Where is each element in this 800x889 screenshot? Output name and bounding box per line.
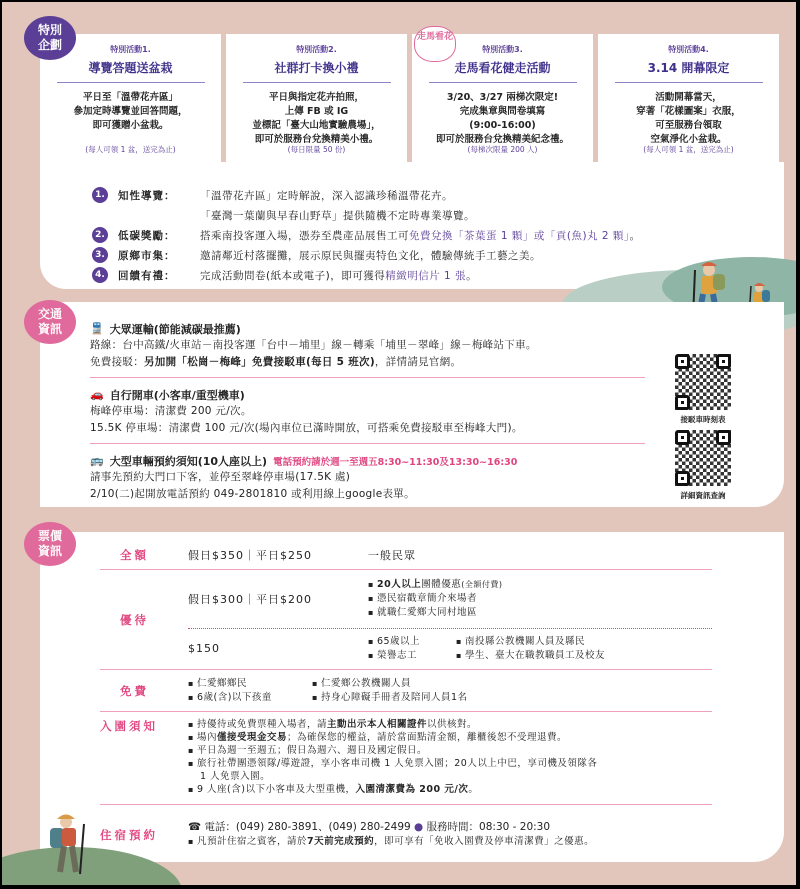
accommodation-info — [188, 820, 594, 849]
price-row-rules — [100, 712, 712, 805]
bold-text: 7天前完成預約 — [306, 836, 375, 847]
card-line: 並標記「臺大山地實驗農場」， — [252, 120, 381, 131]
card-line: 完成集章與問卷填寫 — [459, 106, 546, 117]
number-bullet-icon: 2. — [92, 227, 108, 243]
badge-line: 資訊 — [37, 322, 62, 336]
price-value: $150 — [188, 642, 220, 655]
vehicle-text: 請事先預約大門口下客，並停至翠峰停車場(17.5K 處) — [90, 471, 351, 483]
row-label: 入園須知 — [100, 719, 158, 733]
card-line: 3/20、3/27 兩梯次限定! — [446, 92, 559, 103]
qr-finder — [675, 471, 690, 486]
list-item — [92, 245, 641, 265]
number-bullet-icon: 3. — [92, 247, 108, 263]
list-item-continued — [92, 205, 641, 225]
qr-detail-info[interactable] — [668, 430, 738, 501]
list-item — [188, 835, 594, 849]
tier1-list — [368, 578, 502, 620]
price-row-full — [100, 540, 712, 570]
price-who: 一般民眾 — [368, 548, 416, 562]
qr-label: 詳細資訊查詢 — [680, 491, 726, 500]
price-value: 假日$300｜平日$200 — [188, 593, 312, 606]
card-body — [598, 91, 779, 147]
item-value — [200, 228, 641, 243]
contact-line — [188, 820, 594, 835]
heading-text: 自行開車(小客車/重型機車) — [109, 388, 245, 402]
flower-stamp-icon: 走馬看花 — [414, 26, 456, 62]
list-item — [92, 185, 641, 205]
text: 以供核對。 — [427, 719, 478, 730]
card-subtitle: 特別活動3. — [482, 45, 523, 54]
special-badge — [24, 16, 76, 60]
card-line: 即可於服務台兌換精美紀念禮。 — [435, 134, 569, 145]
list-item — [92, 225, 641, 245]
list-item — [92, 265, 641, 285]
accommodation-row — [100, 820, 594, 849]
rules-list — [188, 718, 597, 796]
card-line: 參加定時導覽並回答問題， — [73, 106, 188, 117]
item-value: 「溫帶花卉區」定時解說，深入認識珍稀溫帶花卉。 — [200, 189, 453, 202]
heading-text: 大型車輛預約須知(10人座以上) — [109, 454, 268, 468]
card-subtitle: 特別活動1. — [110, 45, 151, 54]
discount-tier-1 — [188, 570, 712, 628]
list-item: ▪ 就職仁愛鄉大同村地區 — [368, 606, 502, 620]
list-item — [368, 578, 502, 592]
card-line: 即可獲贈小盆栽。 — [92, 120, 169, 131]
card-note: (每人可領 1 盆，送完為止) — [643, 145, 734, 154]
badge-line: 特別 — [37, 23, 62, 37]
card-note: (每人可領 1 盆，送完為止) — [85, 145, 176, 154]
item-key: 低碳獎勵： — [118, 229, 176, 242]
list-item: ▪ 南投縣公教機關人員及縣民 — [456, 635, 605, 649]
card-line: 空氣淨化小盆栽。 — [650, 134, 727, 145]
parking-text: 15.5K 停車場：清潔費 100 元/次(場內車位已滿時開放，可搭乘免費接駁車至梅峰大門)。 — [90, 422, 523, 434]
parking-text: 梅峰停車場：清潔費 200 元/次。 — [90, 405, 252, 417]
poster — [2, 2, 796, 885]
event-card-2 — [226, 34, 407, 164]
list-item: ▪ 學生、臺大在職教職員工及校友 — [456, 649, 605, 663]
qr-finder — [675, 430, 690, 445]
price-row-free — [100, 670, 712, 712]
public-transport-heading — [90, 320, 645, 337]
divider — [90, 443, 645, 444]
badge-line: 交通 — [37, 307, 62, 321]
qr-code-icon[interactable] — [675, 430, 731, 486]
text: ；為確保您的權益，請於當面點清金額，離櫃後恕不受理退費。 — [287, 732, 568, 743]
card-note: (每梯次限量 200 人) — [467, 145, 538, 154]
bus-icon: 🚆 — [90, 322, 104, 335]
number-bullet-icon: 4. — [92, 267, 108, 283]
row-label: 全額 — [120, 547, 149, 562]
hours-text: 服務時間：08:30 - 20:30 — [426, 821, 551, 833]
price-value: 假日$350｜平日$250 — [188, 548, 312, 562]
price-table — [100, 540, 712, 805]
item-value: 邀請鄰近村落擺攤，展示原民與擺夷特色文化，體驗傳統手工藝之美。 — [200, 249, 541, 262]
special-item-list — [92, 185, 641, 285]
item-highlight: 免費兌換「茶葉蛋 1 顆」或「貢(魚)丸 2 顆」 — [409, 229, 630, 242]
card-body — [40, 91, 221, 133]
text: 場內 — [196, 732, 217, 743]
hiker-icon — [46, 814, 92, 876]
discount-tier-2 — [188, 628, 712, 668]
phone-note: 電話預約請於週一至週五8:30~11:30及13:30~16:30 — [273, 456, 518, 468]
item-key: 回饋有禮： — [118, 269, 176, 282]
tier2-col2 — [456, 635, 605, 663]
card-title: 3.14 開幕限定 — [615, 59, 763, 83]
text: ，即可享有「免收入園費及停車清潔費」之優惠。 — [374, 836, 595, 847]
badge-line: 企劃 — [37, 38, 62, 52]
qr-finder — [675, 395, 690, 410]
item-key: 知性導覽： — [118, 189, 176, 202]
list-item: ▪ 平日為週一至週五；假日為週六、週日及國定假日。 — [188, 744, 597, 757]
list-item: ▪ 榮譽志工 — [368, 649, 456, 663]
shuttle-label: 免費接駁： — [90, 356, 144, 368]
divider — [90, 377, 645, 378]
list-item: ▪ 憑民宿戳章簡介來場者 — [368, 592, 502, 606]
event-card-4 — [598, 34, 779, 164]
row-label: 免費 — [120, 683, 149, 698]
card-line: 平日與指定花卉拍照， — [268, 92, 364, 103]
car-heading — [90, 386, 645, 403]
traffic-content — [90, 320, 645, 503]
card-title: 社群打卡換小禮 — [243, 59, 391, 83]
list-item: ▪ 仁愛鄉鄉民 — [188, 677, 312, 691]
row-label: 住宿預約 — [100, 827, 158, 842]
clock-icon: ● — [414, 821, 424, 833]
text: 。 — [468, 784, 479, 795]
item-value: 「臺灣一葉蘭與早春山野草」提供隨機不定時專業導覽。 — [200, 209, 475, 222]
qr-label: 接駁車時刻表 — [680, 415, 726, 424]
tier2-col1 — [368, 635, 456, 663]
vehicle-text: 2/10(二)起開放電話預約 049-2801810 或利用線上google表單。 — [90, 488, 415, 500]
card-note: (每日限量 50 份) — [287, 145, 346, 154]
card-line: 平日至「溫帶花卉區」 — [82, 92, 178, 103]
row-label: 優待 — [120, 612, 149, 627]
card-line: (9:00-16:00) — [469, 120, 536, 131]
qr-shuttle-schedule[interactable] — [668, 354, 738, 425]
list-item: ▪ 65歲以上 — [368, 635, 456, 649]
text: 持優待或免費票種入場者，請 — [196, 719, 327, 730]
qr-finder — [716, 430, 731, 445]
item-highlight: 精緻明信片 1 張 — [385, 269, 467, 282]
shuttle-text — [90, 354, 645, 371]
text: 團體優惠 — [421, 579, 462, 590]
card-line: 即可於服務台兌換精美小禮。 — [254, 134, 379, 145]
qr-code-icon[interactable] — [675, 354, 731, 410]
free-col1 — [188, 677, 312, 705]
ticket-badge — [24, 522, 76, 566]
bold-text: 入園清潔費為 200 元/次 — [355, 784, 469, 795]
list-item-continued: 1 人免票入園。 — [200, 771, 271, 782]
traffic-badge — [24, 300, 76, 344]
item-text: 完成活動問卷(紙本或電子)，即可獲得 — [200, 269, 386, 282]
item-text: 。 — [629, 229, 641, 242]
price-row-discount — [100, 570, 712, 670]
card-subtitle: 特別活動4. — [668, 45, 709, 54]
card-subtitle: 特別活動2. — [296, 45, 337, 54]
special-cards — [40, 34, 779, 164]
shuttle-bold: 另加開「松崗－梅峰」免費接駁車(每日 5 班次) — [144, 356, 375, 368]
item-key: 原鄉市集： — [118, 249, 176, 262]
list-item: ▪ 6歲(含)以下孩童 — [188, 691, 312, 705]
large-vehicle-heading — [90, 452, 645, 469]
card-line: 穿著「花樣圖案」衣服， — [636, 106, 741, 117]
bold-text: 主動出示本人相關證件 — [326, 719, 427, 730]
qr-finder — [675, 354, 690, 369]
bold-text: 僅接受現金交易 — [216, 732, 287, 743]
small-text: (全額付費) — [461, 580, 503, 589]
bold-text: 20人以上 — [376, 579, 422, 590]
number-bullet-icon: 1. — [92, 187, 108, 203]
heading-text: 大眾運輸(節能減碳最推薦) — [109, 322, 241, 336]
phone-text: 電話：(049) 280-3891、(049) 280-2499 — [204, 821, 411, 833]
item-value — [200, 268, 477, 283]
badge-line: 資訊 — [37, 544, 62, 558]
card-title: 導覽答題送盆栽 — [57, 59, 205, 83]
qr-finder — [716, 354, 731, 369]
large-bus-icon: 🚌 — [90, 454, 104, 467]
shuttle-post: ，詳情請見官網。 — [374, 356, 462, 368]
discount-tiers — [188, 570, 712, 669]
badge-line: 票價 — [37, 529, 62, 543]
route-text: 路線：台中高鐵/火車站－南投客運「台中－埔里」線－轉乘「埔里－翠峰」線－梅峰站下車。 — [90, 339, 537, 351]
card-line: 活動開幕當天， — [655, 92, 722, 103]
list-item — [188, 718, 597, 731]
list-item — [188, 783, 597, 796]
free-col2 — [312, 677, 468, 705]
item-text: 。 — [466, 269, 478, 282]
text: 凡預計住宿之賓客，請於 — [196, 836, 307, 847]
card-title: 走馬看花健走活動 — [429, 59, 577, 83]
item-text: 搭乘南投客運入場，憑券至農產品展售工可 — [200, 229, 409, 242]
phone-icon: ☎ — [188, 821, 202, 833]
list-item: ▪ 仁愛鄉公教機關人員 — [312, 677, 468, 691]
list-item: ▪ 旅行社帶團憑領隊/導遊證，享小客車司機 1 人免票入園；20人以上中巴，享司機及領隊各 — [188, 757, 597, 770]
card-line: 上傳 FB 或 IG — [284, 106, 349, 117]
list-item: ▪ 持身心障礙手冊者及陪同人員1名 — [312, 691, 468, 705]
card-body — [226, 91, 407, 147]
list-item — [188, 731, 597, 744]
card-body — [412, 91, 593, 147]
text: 9 人座(含)以下小客車及大型重機， — [196, 784, 356, 795]
car-icon: 🚗 — [90, 388, 104, 401]
card-line: 可至服務台領取 — [655, 120, 722, 131]
